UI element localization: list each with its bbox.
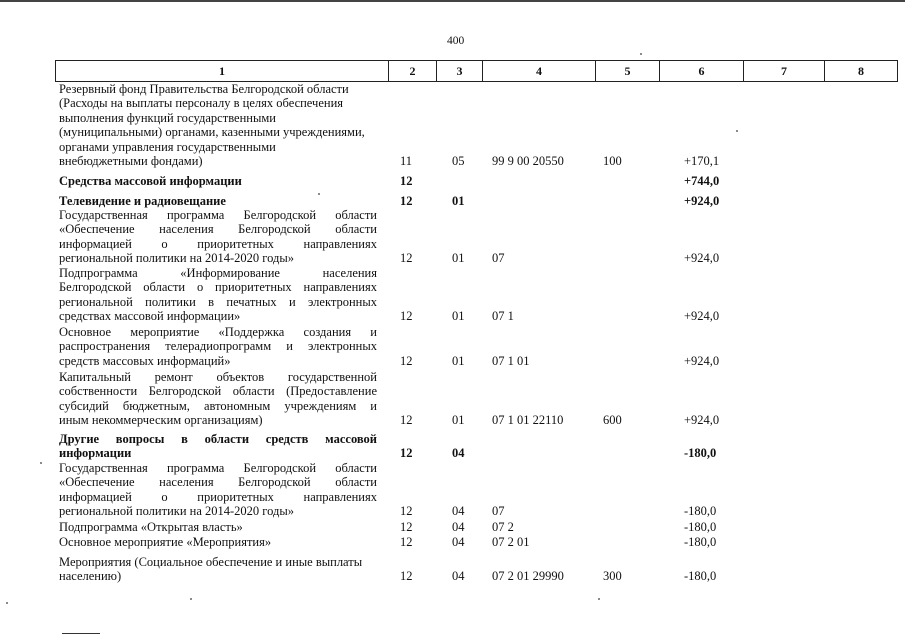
footnote-rule [62, 633, 100, 634]
section-code: 12 [400, 413, 413, 428]
scan-speck [318, 193, 320, 195]
header-col-5: 5 [596, 61, 660, 82]
description-line: Мероприятия (Социальное обеспечение и иные выплаты [59, 555, 363, 569]
scan-speck [736, 130, 738, 132]
row-description [59, 325, 377, 368]
amount-change: -180,0 [684, 446, 717, 461]
row-description [59, 208, 377, 266]
description-line: «Обеспечение населения Белгородской области [59, 222, 377, 237]
row-description [59, 370, 377, 428]
description-line: региональной политики в печатных и электронных [59, 294, 377, 309]
description-line: информацией о приоритетных направлениях [59, 236, 377, 251]
header-col-7: 7 [744, 61, 825, 82]
section-code: 12 [400, 520, 413, 534]
section-code: 11 [400, 154, 413, 168]
subsection-code: 01 [452, 353, 465, 368]
target-article-code: 07 1 01 22110 [492, 413, 564, 428]
scan-speck [598, 598, 600, 600]
description-line: информацией о приоритетных направлениях [59, 489, 377, 504]
row-description [59, 461, 377, 519]
description-line: собственности Белгородской области (Предоставление [59, 384, 377, 399]
amount-change: -180,0 [684, 520, 717, 534]
row-description [59, 520, 377, 534]
description-line: средств массовых информаций» [59, 353, 231, 368]
description-line: «Обеспечение населения Белгородской области [59, 475, 377, 490]
section-code: 12 [400, 251, 413, 266]
amount-change: +170,1 [684, 154, 720, 168]
description-line: внебюджетными фондами) [59, 153, 203, 168]
subsection-code: 01 [452, 251, 465, 266]
row-description [59, 174, 377, 188]
description-line: субсидий бюджетным, автономным учреждениям и [59, 398, 377, 413]
section-code: 12 [400, 569, 413, 584]
row-description [59, 555, 377, 584]
target-article-code: 07 2 01 [492, 535, 530, 549]
header-col-3: 3 [437, 61, 483, 82]
amount-change: +924,0 [684, 353, 720, 368]
scan-speck [190, 598, 192, 600]
description-line: выполнения функций государственными [59, 110, 276, 125]
description-line: населению) [59, 569, 122, 584]
description-line: информации [59, 446, 132, 461]
section-code: 12 [400, 174, 413, 188]
description-line: Государственная программа Белгородской области [59, 208, 377, 222]
column-header-table [55, 60, 898, 82]
description-line: распространения телерадиопрограмм и электронных [59, 339, 377, 354]
header-col-2: 2 [389, 61, 437, 82]
subsection-code: 01 [452, 413, 465, 428]
target-article-code: 07 2 01 29990 [492, 569, 564, 584]
description-line: Государственная программа Белгородской области [59, 461, 377, 475]
target-article-code: 07 1 01 [492, 353, 530, 368]
amount-change: -180,0 [684, 535, 717, 549]
description-line: Подпрограмма «Информирование населения [59, 266, 377, 280]
description-line: органами управления государственными [59, 139, 276, 154]
description-line: (Расходы на выплаты персоналу в целях обеспечения [59, 96, 344, 111]
subsection-code: 04 [452, 535, 465, 549]
section-code: 12 [400, 504, 413, 519]
amount-change: +744,0 [684, 174, 720, 188]
description-line: Подпрограмма «Открытая власть» [59, 520, 243, 534]
target-article-code: 99 9 00 20550 [492, 154, 564, 168]
amount-change: +924,0 [684, 309, 720, 324]
row-description [59, 535, 377, 549]
row-description [59, 194, 377, 208]
page-number: 400 [447, 35, 465, 47]
expense-type-code: 600 [603, 413, 622, 428]
description-line: региональной политики на 2014-2020 годы» [59, 251, 295, 266]
description-line: Основное мероприятие «Мероприятия» [59, 535, 272, 549]
header-col-6: 6 [660, 61, 744, 82]
subsection-code: 04 [452, 520, 465, 534]
section-code: 12 [400, 353, 413, 368]
scan-speck [6, 602, 8, 604]
subsection-code: 01 [452, 309, 465, 324]
section-code: 12 [400, 194, 413, 208]
description-line: Средства массовой информации [59, 174, 242, 188]
section-code: 12 [400, 446, 413, 461]
target-article-code: 07 [492, 251, 505, 266]
row-description [59, 266, 377, 324]
subsection-code: 04 [452, 504, 465, 519]
amount-change: +924,0 [684, 194, 720, 208]
scan-speck [640, 53, 642, 55]
description-line: Основное мероприятие «Поддержка создания и [59, 325, 377, 339]
expense-type-code: 100 [603, 154, 622, 168]
target-article-code: 07 1 [492, 309, 514, 324]
amount-change: -180,0 [684, 504, 717, 519]
description-line: иным некоммерческим организациям) [59, 413, 263, 428]
row-description [59, 432, 377, 461]
amount-change: +924,0 [684, 251, 720, 266]
description-line: (муниципальными) органами, казенными учреждениями, [59, 125, 365, 140]
target-article-code: 07 2 [492, 520, 514, 534]
expense-type-code: 300 [603, 569, 622, 584]
description-line: средствах массовой информации» [59, 309, 241, 324]
description-line: региональной политики на 2014-2020 годы» [59, 504, 295, 519]
header-col-4: 4 [483, 61, 596, 82]
subsection-code: 05 [452, 154, 465, 168]
target-article-code: 07 [492, 504, 505, 519]
row-description [59, 82, 377, 168]
header-col-8: 8 [825, 61, 898, 82]
scan-speck [40, 462, 42, 464]
section-code: 12 [400, 535, 413, 549]
top-border-line [0, 0, 905, 2]
description-line: Телевидение и радиовещание [59, 194, 226, 208]
amount-change: +924,0 [684, 413, 720, 428]
subsection-code: 04 [452, 569, 465, 584]
description-line: Резервный фонд Правительства Белгородской области [59, 82, 349, 96]
description-line: Капитальный ремонт объектов государственной [59, 370, 377, 384]
subsection-code: 04 [452, 446, 465, 461]
subsection-code: 01 [452, 194, 465, 208]
header-col-1: 1 [56, 61, 389, 82]
description-line: Белгородской области о приоритетных направлениях [59, 280, 377, 295]
section-code: 12 [400, 309, 413, 324]
description-line: Другие вопросы в области средств массовой [59, 432, 377, 446]
amount-change: -180,0 [684, 569, 717, 584]
